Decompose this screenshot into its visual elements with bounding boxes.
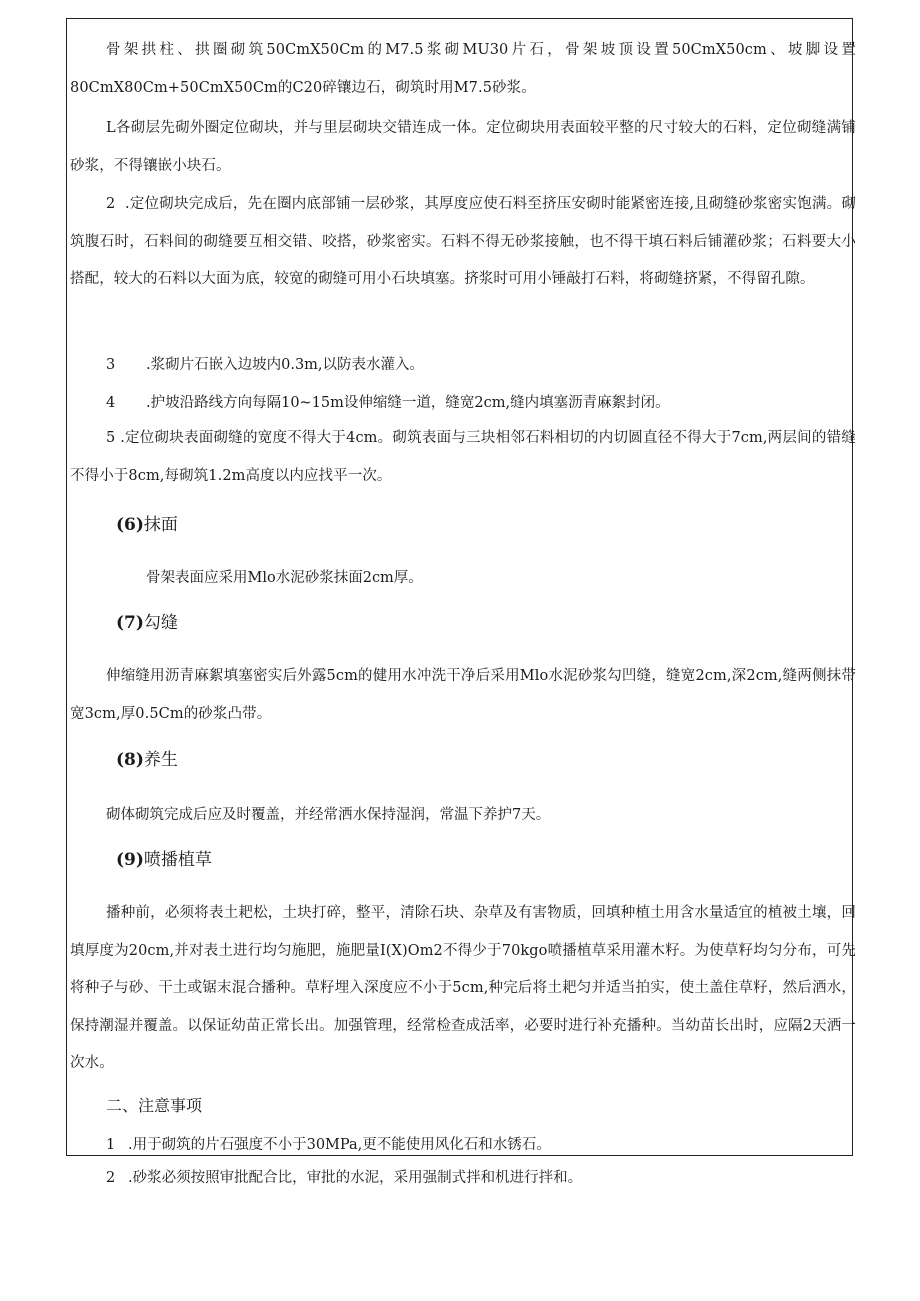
notes-heading: 二、注意事项	[106, 1096, 203, 1115]
step-text: .护坡沿路线方向每隔10~15m设伸缩缝一道，缝宽2cm,缝内填塞沥青麻絮封闭。	[146, 395, 670, 411]
section-title: 勾缝	[143, 613, 178, 633]
paragraph-layer-masonry: L各砌层先砌外圈定位砌块，并与里层砌块交错连成一体。定位砌块用表面较平整的尺寸较大的石料，定位砌缝满铺砂浆，不得镶嵌小块石。	[70, 120, 856, 174]
section-text-curing: 砌体砌筑完成后应及时覆盖，并经常洒水保持湿润，常温下养护7天。	[106, 807, 551, 823]
note-item-1	[106, 1133, 551, 1154]
paragraph-step-5	[70, 420, 856, 495]
note-number: 1	[106, 1137, 116, 1153]
section-number: (8)	[116, 750, 144, 770]
step-text: .定位砌块表面砌缝的宽度不得大于4cm。砌筑表面与三块相邻石料相切的内切圆直径不得大于7cm,两层间的错缝不得小于8cm,每砌筑1.2m高度以内应找平一次。	[70, 430, 856, 484]
section-title: 抹面	[143, 515, 178, 535]
section-number: (9)	[116, 850, 144, 870]
step-number: 2	[106, 196, 116, 212]
section-heading-plaster	[116, 510, 178, 535]
section-title: 喷播植草	[143, 850, 212, 870]
section-text-plaster: 骨架表面应采用Mlo水泥砂浆抹面2cm厚。	[146, 570, 423, 586]
note-text: .用于砌筑的片石强度不小于30MPa,更不能使用风化石和水锈石。	[128, 1137, 551, 1153]
section-text-pointing: 伸缩缝用沥青麻絮填塞密实后外露5cm的健用水冲洗干净后采用Mlo水泥砂浆勾凹缝，缝宽2cm,深2cm,缝两侧抹带宽3cm,厚0.5Cm的砂浆凸带。	[70, 668, 856, 722]
section-heading-hydroseeding	[116, 845, 212, 870]
step-number: 3	[106, 357, 116, 373]
step-number: 4	[106, 395, 116, 411]
note-number: 2	[106, 1170, 116, 1186]
paragraph-step-2	[70, 186, 856, 299]
section-heading-curing	[116, 745, 178, 770]
paragraph-step-3	[106, 353, 424, 374]
section-number: (7)	[116, 613, 144, 633]
section-text-hydroseeding: 播种前，必须将表土耙松，土块打碎，整平，清除石块、杂草及有害物质，回填种植土用含水量适宜的植被土壤，回填厚度为20cm,并对表土进行均匀施肥，施肥量I(X)Om2不得少于70kgo喷播植草采用灌木籽。为使草籽均匀分布，可先将种子与砂、干土或锯末混合播种。草籽埋入深度应不小于5cm,种完后将土耙匀并适当拍实，使土盖住草籽，然后洒水，保持潮湿并覆盖。以保证幼苗正常长出。加强管理，经常检查成活率，必要时进行补充播种。当幼苗长出时，应隔2天洒一次水。	[70, 905, 856, 1071]
paragraph-skeleton-masonry: 骨架拱柱、拱圈砌筑50CmX50Cm的M7.5浆砌MU30片石，骨架坡顶设置50CmX50cm、坡脚设置80CmX80Cm+50CmX50Cm的C20碎镶边石，砌筑时用M7.5砂浆。	[70, 42, 856, 96]
section-title: 养生	[143, 750, 178, 770]
step-text: .浆砌片石嵌入边坡内0.3m,以防表水灌入。	[146, 357, 425, 373]
section-number: (6)	[116, 515, 144, 535]
note-item-2	[106, 1166, 582, 1187]
step-text: .定位砌块完成后，先在圈内底部铺一层砂浆，其厚度应使石料至挤压安砌时能紧密连接,且砌缝砂浆密实饱满。砌筑腹石时，石料间的砌缝要互相交错、咬搭，砂浆密实。石料不得无砂浆接触，也不得干填石料后铺灌砂浆；石料要大小搭配，较大的石料以大面为底，较宽的砌缝可用小石块填塞。挤浆时可用小锤敲打石料，将砌缝挤紧，不得留孔隙。	[70, 196, 856, 287]
section-heading-pointing	[116, 608, 178, 633]
step-number: 5	[106, 430, 116, 446]
paragraph-step-4	[106, 391, 670, 412]
note-text: .砂浆必须按照审批配合比，审批的水泥，采用强制式拌和机进行拌和。	[128, 1170, 583, 1186]
